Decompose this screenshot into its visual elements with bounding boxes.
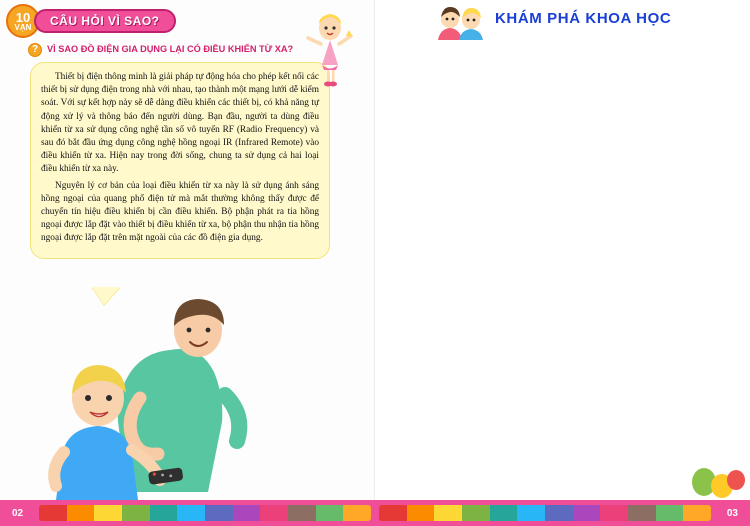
strip-right (375, 500, 750, 526)
section-title: KHÁM PHÁ KHOA HỌC (495, 10, 672, 27)
rainbow-segment (407, 505, 435, 521)
rainbow-segment (260, 505, 288, 521)
left-question-text: VÌ SAO ĐỒ ĐIỆN GIA DỤNG LẠI CÓ ĐIỀU KHIỂN TỪ XA? (47, 44, 294, 54)
rainbow-segment (683, 505, 711, 521)
decorative-balloons (686, 460, 746, 500)
rainbow-segment (600, 505, 628, 521)
rainbow-segment (288, 505, 316, 521)
rainbow-segment (316, 505, 344, 521)
rainbow-segment (573, 505, 601, 521)
rainbow-segment (233, 505, 261, 521)
page-number-left: 02 (12, 507, 24, 519)
rainbow-segment (517, 505, 545, 521)
rainbow-segment (462, 505, 490, 521)
bottom-color-strip (0, 500, 750, 526)
left-text-box (30, 62, 330, 259)
left-paragraph-1: Thiết bị điện thông minh là giải pháp tự động hóa cho phép kết nối các thiết bị sử dụng điện trong nhà với nhau, tạo thành một mạng lưới dễ kiểm soát. Với sự kết hợp này sẽ dễ dàng điều khiển các thiết bị, có khả năng tự động xử lý và thông báo đến người dùng. Bạn đầu, người ta dùng điều khiển từ xa sử dụng công nghệ tần số vô tuyến RF (Radio Frequency) và sau đó bắt đầu ứng dụng công nghệ hồng ngoại IR (Infrared Remote) vào điều khiển từ xa. Hiện nay trong đời sống, chung ta sử dụng cả hai loại điều khiển từ xa này. (41, 72, 319, 175)
fairy-girl-icon (300, 10, 360, 90)
rainbow-segment (150, 505, 178, 521)
book-logo (6, 4, 176, 38)
logo-number: 10 (15, 9, 31, 25)
logo-title: CÂU HỎI VÌ SAO? (34, 9, 176, 33)
logo-unit: VẠN (14, 22, 32, 32)
two-kids-icon (433, 6, 489, 40)
father-and-son-illustration (20, 290, 360, 500)
rainbow-segment (628, 505, 656, 521)
page-number-right: 03 (726, 507, 738, 519)
rainbow-right (379, 505, 711, 521)
rainbow-left (39, 505, 371, 521)
rainbow-segment (177, 505, 205, 521)
rainbow-segment (205, 505, 233, 521)
right-page (375, 0, 750, 526)
strip-left (0, 500, 375, 526)
left-paragraph-2: Nguyên lý cơ bản của loại điều khiển từ xa này là sử dụng ánh sáng hồng ngoại của quang phổ điện tử mà mắt thường không thấy được để chuyển tín hiệu điều khiển bị cần điều khiển. Bộ phận phát ra tia hồng ngoại được lắp đặt vào thiết bị điều khiển từ xa, bộ phận thu nhận tia hồng ngoại được lắp đặt trên mặt ngoài của các đồ điện gia dụng. (41, 180, 319, 244)
question-mark-icon: ? (28, 43, 42, 57)
rainbow-segment (122, 505, 150, 521)
rainbow-segment (490, 505, 518, 521)
rainbow-segment (39, 505, 67, 521)
rainbow-segment (343, 505, 371, 521)
rainbow-segment (656, 505, 684, 521)
rainbow-segment (67, 505, 95, 521)
left-question-heading (28, 44, 328, 57)
rainbow-segment (94, 505, 122, 521)
rainbow-segment (434, 505, 462, 521)
rainbow-segment (379, 505, 407, 521)
rainbow-segment (545, 505, 573, 521)
